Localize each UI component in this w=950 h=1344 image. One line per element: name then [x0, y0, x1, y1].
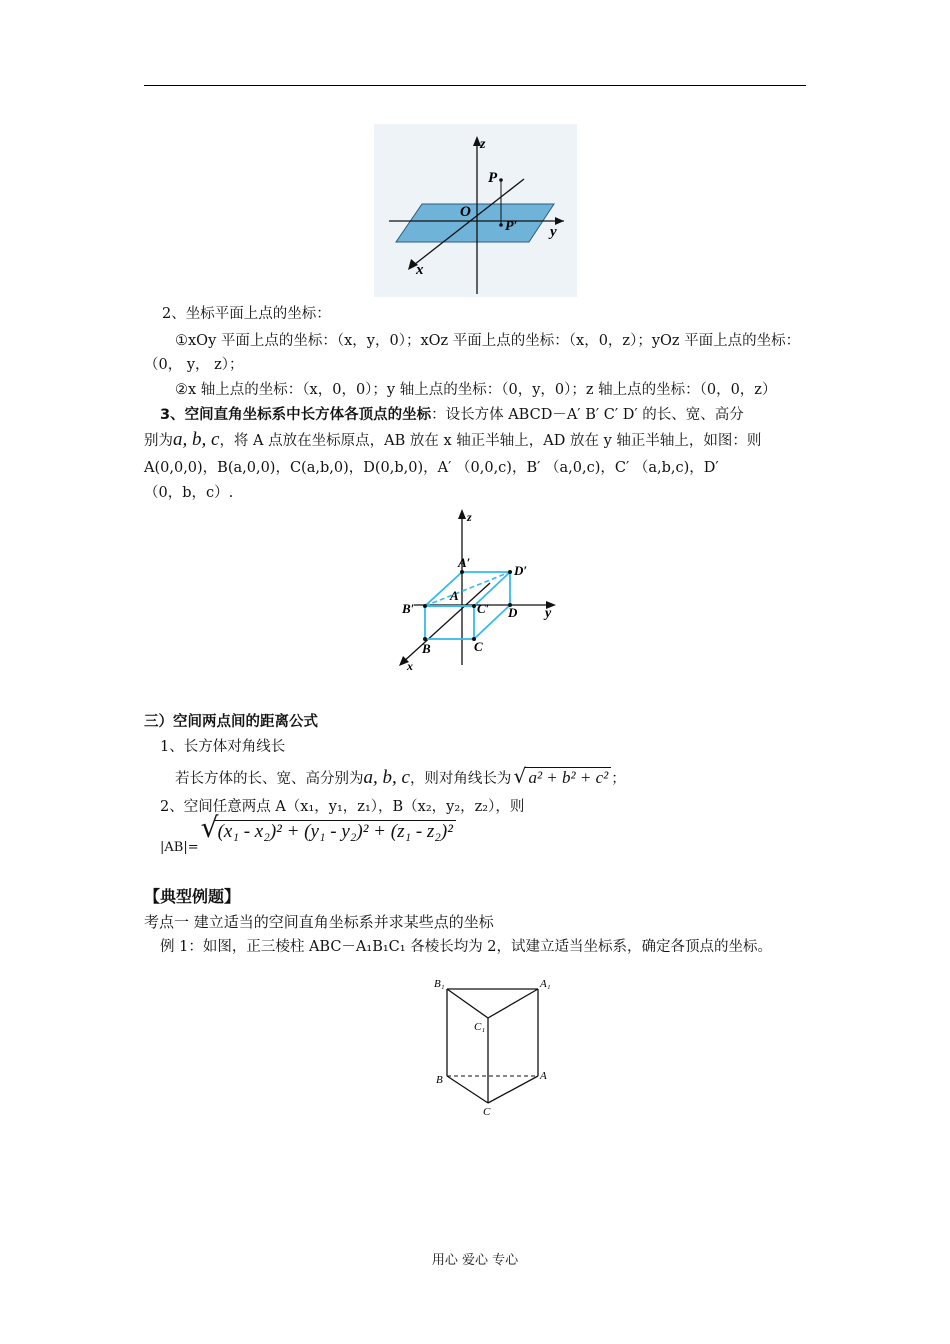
sec3-abc: a, b, c — [173, 429, 220, 450]
label-a-prime: A′ — [458, 555, 471, 570]
ab-formula-line — [160, 811, 456, 855]
sec2-line1: ①xOy 平面上点的坐标：（x，y，0）；xOz 平面上点的坐标：（x，0，z）；yOz 平面上点的坐标： — [175, 333, 801, 349]
sqrt-sign-2: √ — [200, 811, 219, 844]
label-p: P — [488, 170, 498, 186]
sec3-line2-pre: 别为 — [144, 433, 173, 449]
label-b-prime: B′ — [402, 601, 415, 616]
label-c-prime: C′ — [477, 601, 490, 616]
header-rule — [144, 85, 806, 86]
label-d: D — [508, 605, 518, 620]
dist-end: ； — [611, 771, 626, 787]
label-z: z — [480, 137, 486, 152]
ab-label: |AB|= — [160, 840, 199, 855]
sec2-line3: ②x 轴上点的坐标：（x，0，0）；y 轴上点的坐标：（0，y，0）；z 轴上点的坐标：（0，0，z） — [175, 382, 777, 398]
dist-section-title: 三）空间两点间的距离公式 — [144, 714, 318, 730]
diag-formula — [513, 764, 611, 789]
sec3-line2-rest: ，将 A 点放在坐标原点，AB 放在 x 轴正半轴上，AD 放在 y 轴正半轴上，如图：则 — [219, 433, 762, 449]
sec3-line3: A(0,0,0)，B(a,0,0)，C(a,b,0)，D(0,b,0)，A′ （0,0,c)，B′ （a,0,c)，C′ （a,b,c)，D′ — [144, 460, 719, 476]
figure-coordinate-plane — [374, 124, 577, 297]
ab-formula — [200, 811, 456, 844]
vertex-a1 — [460, 570, 464, 574]
sec3-line1 — [160, 405, 744, 425]
page-footer: 用心 爱心 专心 — [431, 1253, 519, 1268]
label-z: z — [467, 510, 472, 524]
edge-bc — [447, 1076, 488, 1103]
label-p-prime: P′ — [505, 219, 518, 234]
sec3-heading: 3、空间直角坐标系中长方体各顶点的坐标 — [160, 407, 432, 423]
label-b: B — [436, 1074, 443, 1086]
figure-triangular-prism — [430, 975, 560, 1117]
label-o: O — [460, 204, 471, 220]
label-d-prime: D′ — [514, 563, 528, 578]
label-c1: C₁ — [474, 1021, 486, 1033]
label-a: A — [540, 1070, 547, 1082]
sec2-title: 2、坐标平面上点的坐标： — [162, 306, 331, 322]
label-a1: A₁ — [540, 978, 551, 990]
ab-radicand: (x₁ - x₂)² + (y₁ - y₂)² + (z₁ - z₂)² — [215, 820, 456, 842]
box-diagonal — [425, 572, 510, 606]
vertex-c1 — [472, 604, 476, 608]
dist-abc: a, b, c — [363, 767, 410, 788]
prism-edges — [447, 989, 538, 1103]
sqrt-sign: √ — [513, 764, 527, 788]
figure-rectangular-box — [394, 505, 564, 673]
box-front-face — [425, 606, 474, 639]
dist-item1-text — [175, 764, 626, 789]
label-x: x — [407, 659, 413, 673]
dist-item2: 2、空间任意两点 A（x₁，y₁，z₁），B（x₂，y₂，z₂），则 — [160, 799, 525, 815]
label-y: y — [545, 606, 552, 621]
label-a: A — [450, 588, 459, 603]
label-b: B — [422, 641, 431, 656]
sec3-line2 — [144, 430, 761, 451]
xoy-plane — [396, 204, 554, 242]
vertex-b1 — [423, 604, 427, 608]
z-axis-arrow — [458, 509, 466, 519]
box-top-face — [425, 572, 510, 606]
edge-b1c1 — [447, 989, 488, 1018]
sec3-line1-rest: ：设长方体 ABCD－A′ B′ C′ D′ 的长、宽、高分 — [431, 407, 744, 423]
key-point-1: 考点一 建立适当的空间直角坐标系并求某些点的坐标 — [144, 913, 494, 931]
sec2-line2: （0， y， z）； — [144, 357, 244, 373]
label-y: y — [550, 224, 557, 240]
vertex-d1 — [508, 570, 512, 574]
examples-title: 【典型例题】 — [144, 887, 241, 906]
diag-radicand: a² + b² + c² — [525, 767, 611, 787]
label-b1: B₁ — [434, 978, 445, 990]
example-1: 例 1：如图，正三棱柱 ABC－A₁B₁C₁ 各棱长均为 2，试建立适当坐标系，确定各顶点的坐标。 — [160, 939, 773, 955]
point-p — [499, 178, 503, 182]
label-x: x — [416, 262, 424, 278]
label-c: C — [474, 639, 483, 654]
dist-item1: 1、长方体对角线长 — [160, 739, 286, 755]
sec3-line4: （0，b，c）. — [144, 485, 234, 501]
dist-pre: 若长方体的长、宽、高分别为 — [175, 771, 364, 787]
edge-a1c1 — [488, 989, 538, 1018]
dist-mid: ，则对角线长为 — [409, 771, 512, 787]
edge-ac — [488, 1076, 538, 1103]
label-c: C — [483, 1106, 491, 1117]
point-p-prime — [499, 223, 503, 227]
